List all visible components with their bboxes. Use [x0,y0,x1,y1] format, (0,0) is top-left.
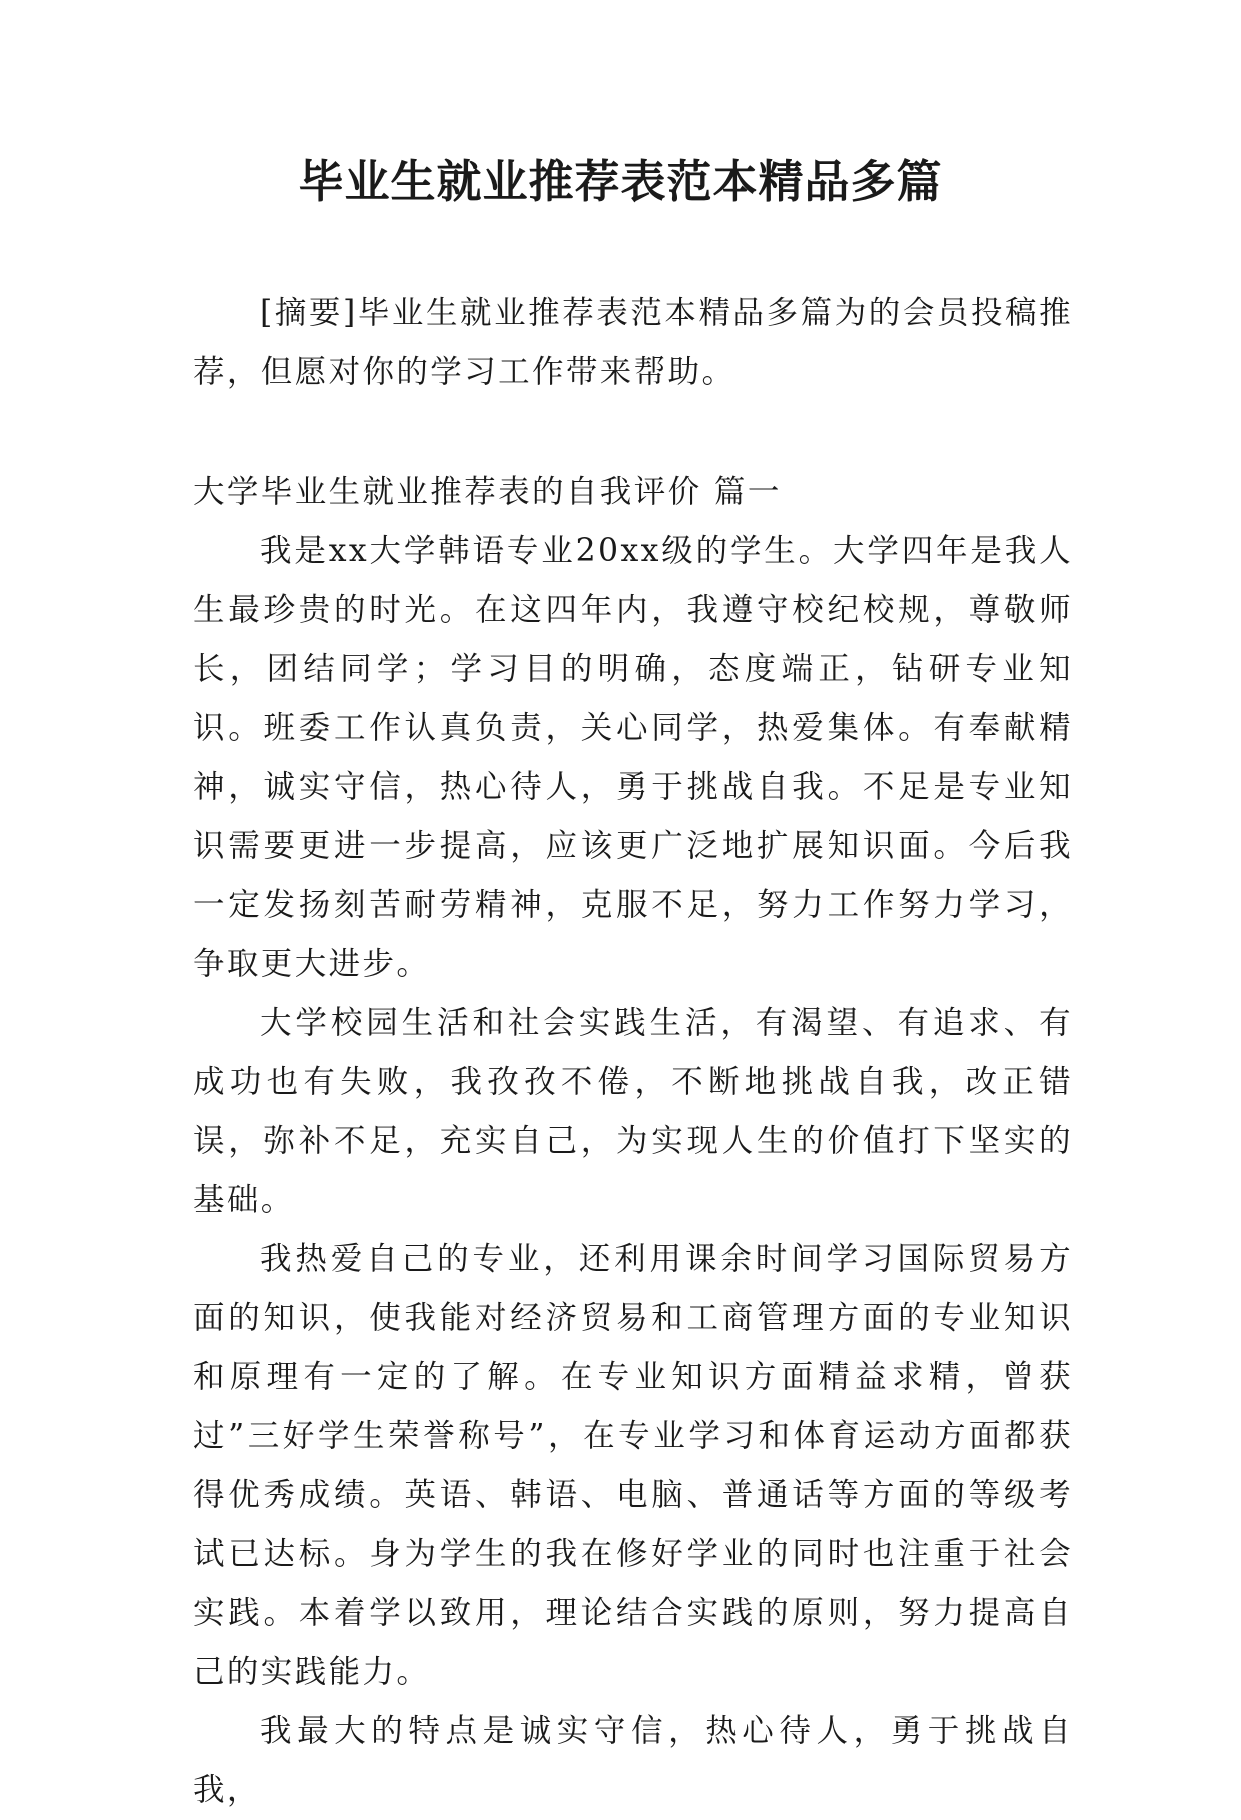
body-paragraph-4: 我最大的特点是诚实守信，热心待人，勇于挑战自我， [193,1713,1073,1808]
abstract-paragraph: [摘要]毕业生就业推荐表范本精品多篇为的会员投稿推荐，但愿对你的学习工作带来帮助。 [193,295,1073,390]
section-block [193,463,1073,1820]
section-heading: 大学毕业生就业推荐表的自我评价 篇一 [193,474,782,510]
body-paragraph-3: 我热爱自己的专业，还利用课余时间学习国际贸易方面的知识，使我能对经济贸易和工商管理方面的专业知识和原理有一定的了解。在专业知识方面精益求精，曾获过”三好学生荣誉称号”，在专业学习和体育运动方面都获得优秀成绩。英语、韩语、电脑、普通话等方面的等级考试已达标。身为学生的我在修好学业的同时也注重于社会实践。本着学以致用，理论结合实践的原则，努力提高自己的实践能力。 [193,1241,1073,1690]
body-paragraph-1: 我是xx大学韩语专业20xx级的学生。大学四年是我人生最珍贵的时光。在这四年内，我遵守校纪校规，尊敬师长，团结同学；学习目的明确，态度端正，钻研专业知识。班委工作认真负责，关心同学，热爱集体。有奉献精神，诚实守信，热心待人，勇于挑战自我。不足是专业知识需要更进一步提高，应该更广泛地扩展知识面。今后我一定发扬刻苦耐劳精神，克服不足，努力工作努力学习，争取更大进步。 [193,533,1073,982]
body-paragraph-2: 大学校园生活和社会实践生活，有渴望、有追求、有成功也有失败，我孜孜不倦，不断地挑战自我，改正错误，弥补不足，充实自己，为实现人生的价值打下坚实的基础。 [193,1005,1073,1218]
abstract-block [193,284,1073,402]
page-title: 毕业生就业推荐表范本精品多篇 [298,155,943,208]
